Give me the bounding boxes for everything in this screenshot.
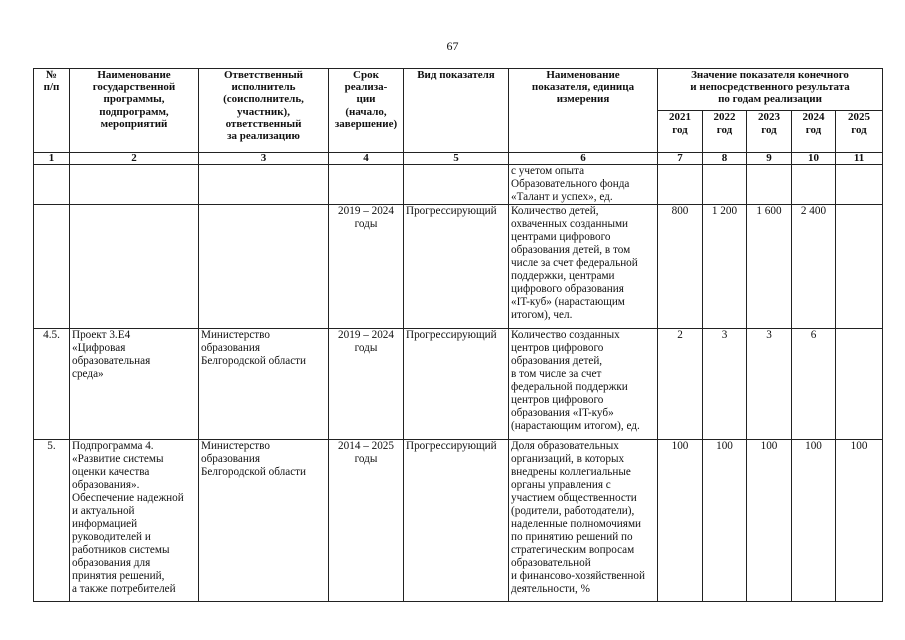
cell-value [792, 165, 836, 205]
cell-responsible [199, 165, 329, 205]
cell-value: 100 [703, 440, 747, 602]
header-year: 2022 год [703, 111, 747, 153]
column-number: 5 [404, 153, 509, 165]
cell-indicator: Количество детей, охваченных созданными центрами цифрового образования детей, в том числе за счет федеральной поддержки, центрами цифрового образования «IT-куб» (нарастающим итогом), чел. [509, 205, 658, 329]
column-number: 3 [199, 153, 329, 165]
header-kind: Вид показателя [404, 69, 509, 153]
header-values-group: Значение показателя конечного и непосредственного результата по годам реализации [658, 69, 883, 111]
cell-value: 6 [792, 329, 836, 440]
header-year: 2024 год [792, 111, 836, 153]
cell-kind: Прогрессирующий [404, 440, 509, 602]
column-number: 1 [34, 153, 70, 165]
cell-name: Подпрограмма 4. «Развитие системы оценки качества образования». Обеспечение надежной и актуальной информацией руководителей и работников системы образования для принятия решений, а также потребителей [70, 440, 199, 602]
cell-term: 2019 – 2024 годы [329, 329, 404, 440]
cell-name [70, 165, 199, 205]
column-number: 4 [329, 153, 404, 165]
column-number: 6 [509, 153, 658, 165]
header-year: 2023 год [747, 111, 792, 153]
cell-term: 2014 – 2025 годы [329, 440, 404, 602]
header-responsible: Ответственный исполнитель (соисполнитель, участник), ответственный за реализацию [199, 69, 329, 153]
table-row [34, 205, 883, 329]
cell-value [836, 205, 883, 329]
cell-num [34, 165, 70, 205]
header-year: 2025 год [836, 111, 883, 153]
cell-term: 2019 – 2024 годы [329, 205, 404, 329]
column-number: 11 [836, 153, 883, 165]
cell-value [703, 165, 747, 205]
table-row [34, 440, 883, 602]
cell-name [70, 205, 199, 329]
cell-num: 4.5. [34, 329, 70, 440]
cell-responsible: Министерство образования Белгородской области [199, 329, 329, 440]
cell-indicator: Количество созданных центров цифрового образования детей, в том числе за счет федеральной поддержки центров цифрового образования «IT-куб» (нарастающим итогом), ед. [509, 329, 658, 440]
column-number: 8 [703, 153, 747, 165]
cell-responsible: Министерство образования Белгородской области [199, 440, 329, 602]
cell-value [836, 165, 883, 205]
cell-value: 2 [658, 329, 703, 440]
cell-kind: Прогрессирующий [404, 205, 509, 329]
cell-indicator: с учетом опыта Образовательного фонда «Талант и успех», ед. [509, 165, 658, 205]
cell-value [836, 329, 883, 440]
cell-indicator: Доля образовательных организаций, в которых внедрены коллегиальные органы управления с участием общественности (родители, работодатели), наделенные полномочиями по принятию решений по стратегическим вопросам образовательной и финансово-хозяйственной деятельности, % [509, 440, 658, 602]
header-term: Срок реализа- ции (начало, завершение) [329, 69, 404, 153]
table-row [34, 165, 883, 205]
cell-value: 100 [747, 440, 792, 602]
cell-kind: Прогрессирующий [404, 329, 509, 440]
column-number: 9 [747, 153, 792, 165]
header-year: 2021 год [658, 111, 703, 153]
cell-value: 100 [836, 440, 883, 602]
indicators-table [33, 68, 883, 602]
cell-value: 1 200 [703, 205, 747, 329]
cell-responsible [199, 205, 329, 329]
page-number: 67 [446, 39, 459, 53]
cell-value: 100 [792, 440, 836, 602]
cell-kind [404, 165, 509, 205]
cell-num: 5. [34, 440, 70, 602]
cell-value: 3 [747, 329, 792, 440]
cell-value: 3 [703, 329, 747, 440]
cell-value [658, 165, 703, 205]
cell-value: 100 [658, 440, 703, 602]
cell-name: Проект 3.Е4 «Цифровая образовательная среда» [70, 329, 199, 440]
cell-value: 800 [658, 205, 703, 329]
cell-num [34, 205, 70, 329]
header-num: № п/п [34, 69, 70, 153]
column-number: 2 [70, 153, 199, 165]
column-number: 7 [658, 153, 703, 165]
table-row [34, 329, 883, 440]
cell-value: 1 600 [747, 205, 792, 329]
cell-term [329, 165, 404, 205]
cell-value: 2 400 [792, 205, 836, 329]
cell-value [747, 165, 792, 205]
column-number: 10 [792, 153, 836, 165]
header-name: Наименование государственной программы, подпрограмм, мероприятий [70, 69, 199, 153]
header-indicator: Наименование показателя, единица измерения [509, 69, 658, 153]
